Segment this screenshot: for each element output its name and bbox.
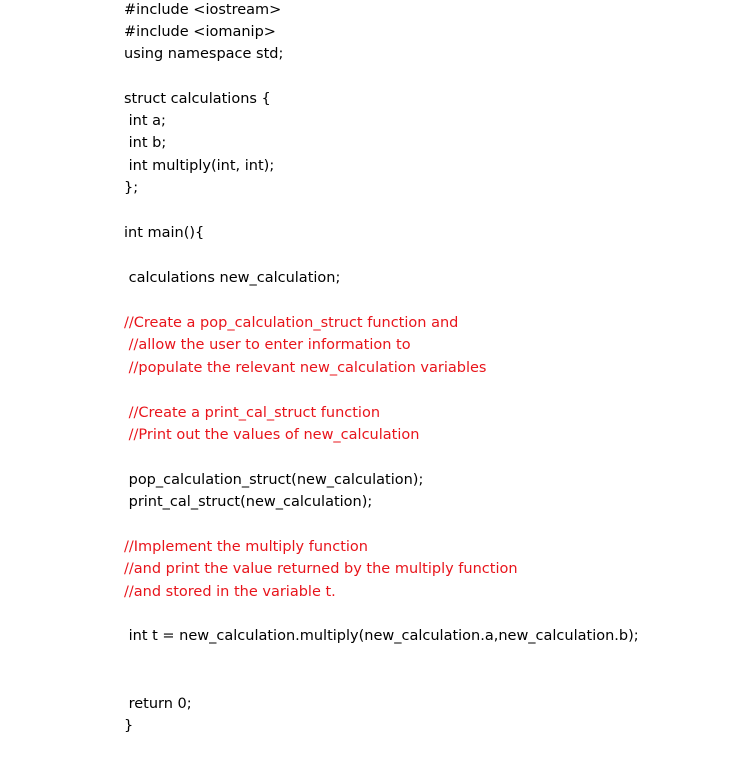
comment-line-6: //Implement the multiply function [124,539,368,555]
code-line-multiply-call: int t = new_calculation.multiply(new_calculation.a,new_calculation.b); [124,628,639,644]
comment-line-5: //Print out the values of new_calculation [124,427,420,443]
code-line-using-namespace: using namespace std; [124,46,284,62]
comment-line-8: //and stored in the variable t. [124,584,336,600]
code-line-member-a: int a; [124,113,166,129]
code-line-struct-open: struct calculations { [124,91,271,107]
code-line-return: return 0; [124,696,192,712]
code-line-pop-call: pop_calculation_struct(new_calculation); [124,472,424,488]
code-line-main-close: } [124,718,134,734]
comment-line-3: //populate the relevant new_calculation variables [124,360,487,376]
code-line-print-call: print_cal_struct(new_calculation); [124,494,373,510]
code-line-struct-close: }; [124,180,139,196]
comment-line-7: //and print the value returned by the multiply function [124,561,518,577]
comment-line-4: //Create a print_cal_struct function [124,405,381,421]
code-line-include-iomanip: #include <iomanip> [124,24,276,40]
comment-line-2: //allow the user to enter information to [124,337,411,353]
code-line-member-multiply: int multiply(int, int); [124,158,275,174]
code-line-declare-calculation: calculations new_calculation; [124,270,341,286]
code-line-member-b: int b; [124,135,167,151]
comment-line-1: //Create a pop_calculation_struct function and [124,315,459,331]
code-line-include-iostream: #include <iostream> [124,2,282,18]
code-line-main-open: int main(){ [124,225,205,241]
